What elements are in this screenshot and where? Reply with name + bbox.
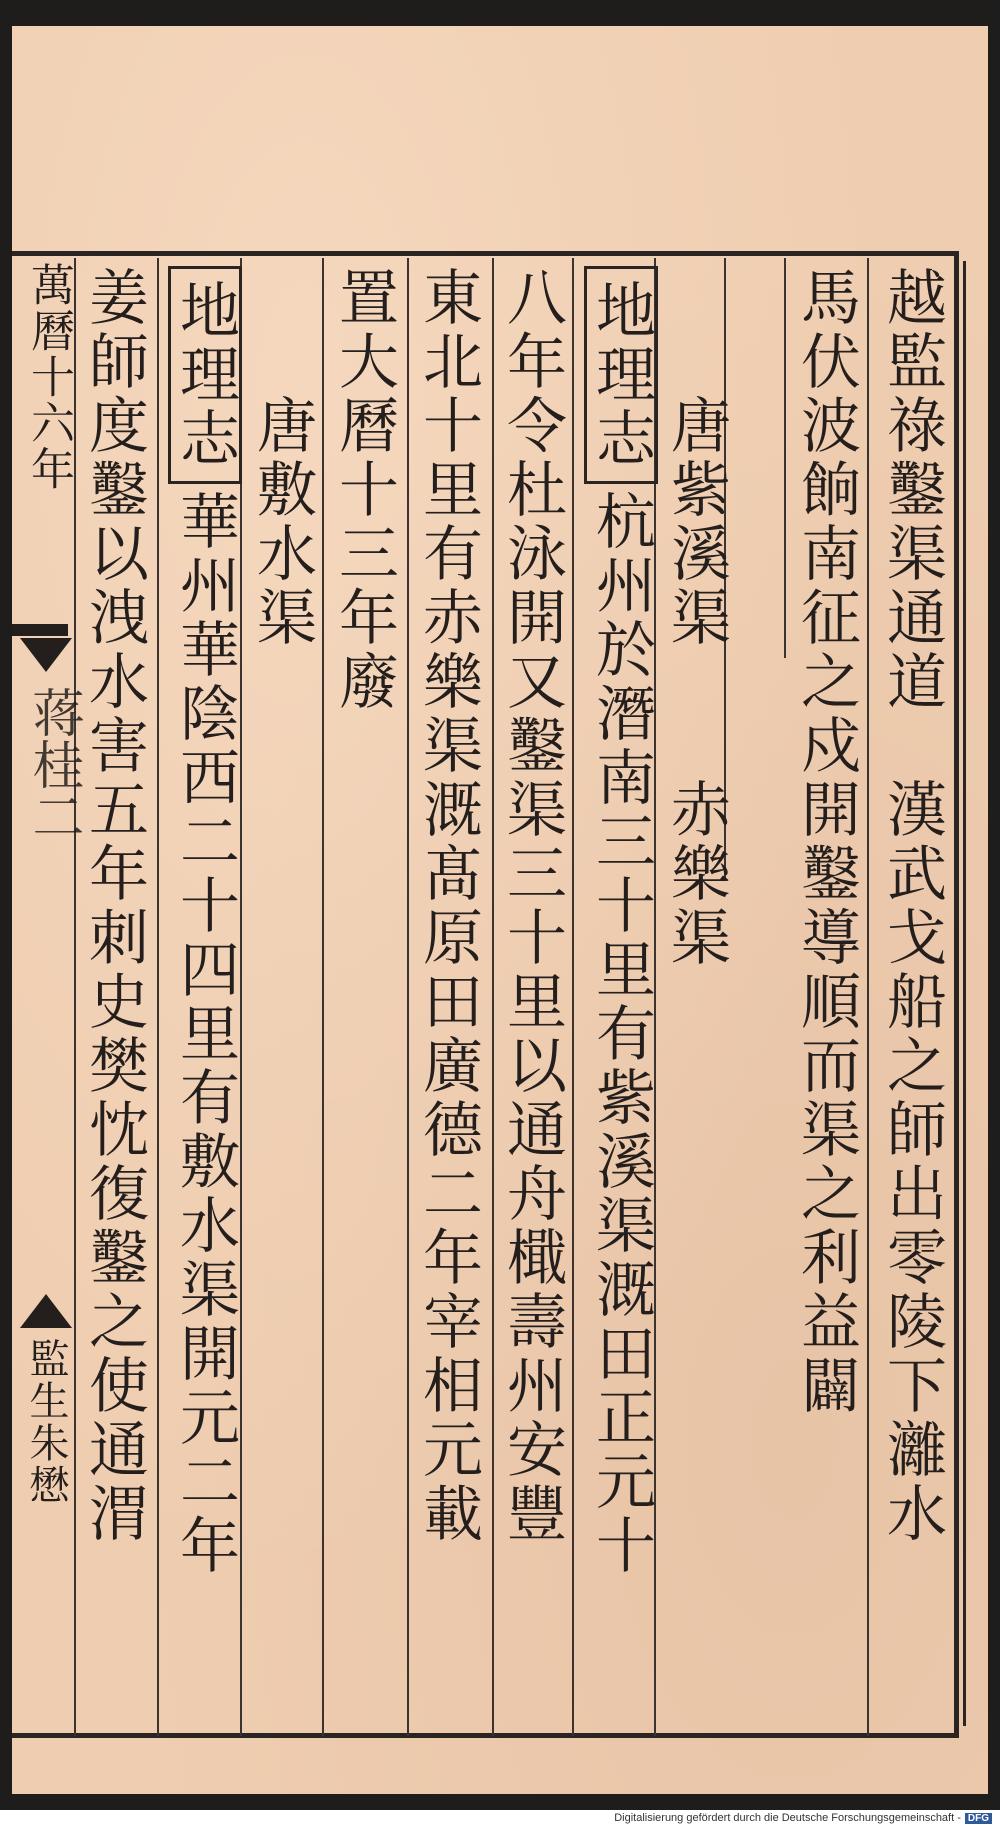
column-text: 杭州於潛南三十里有紫溪渠溉田正元十 [586,490,656,1578]
text-column-7 [329,266,399,714]
book-page [12,26,988,1794]
text-column-3 [661,266,731,970]
text-column-8 [247,266,317,650]
margin-editor: 監生朱懋 [23,1338,69,1506]
column-rule [867,258,869,1736]
column-text: 姜師度鑿以洩水害五年刺史樊忱復鑿之使通渭 [79,266,149,1546]
column-rule [407,258,409,1736]
section-label-box: 地理志 [168,266,242,484]
text-column-2 [791,266,861,1418]
fish-tail-top-icon [20,638,72,672]
fish-tail-bottom-icon [20,1294,72,1328]
column-text: 置大曆十三年廢 [329,266,399,714]
column-rule [157,258,159,1736]
column-rule [322,258,324,1736]
column-rule [572,258,574,1736]
frame-inner-rule [963,261,966,1726]
margin-title: 萬曆十六年 [23,262,74,492]
text-column-6 [413,266,483,1546]
margin-book-title: 蒋桂二 [23,686,83,842]
column-text: 東北十里有赤樂渠溉髙原田廣德二年宰相元載 [413,266,483,1546]
text-column-5 [497,266,567,1546]
text-column-4 [584,266,658,1578]
text-column-10 [79,266,149,1546]
column-text: 越監祿鑿渠通道 漢武戈船之師出零陵下灕水 [877,266,947,1546]
dfg-logo-icon: DFG [965,1813,992,1824]
text-column-9 [168,266,242,1578]
column-rule [492,258,494,1736]
text-column-1 [877,266,947,1546]
footer-credit-text: Digitalisierung gefördert durch die Deutsche Forschungsgemeinschaft - [614,1812,961,1824]
column-rule [784,258,786,658]
footer-credit [614,1812,992,1824]
column-text: 唐敷水渠 [247,266,317,650]
column-text: 八年令杜泳開又鑿渠三十里以通舟檝壽州安豐 [497,266,567,1546]
column-text: 唐紫溪渠 赤樂渠 [661,266,731,970]
section-label-box: 地理志 [584,266,658,484]
column-text: 華州華陰西二十四里有敷水渠開元二年 [170,490,240,1578]
column-text: 馬伏波餉南征之戍開鑿導順而渠之利益闢 [791,266,861,1418]
margin-bar [12,624,68,636]
